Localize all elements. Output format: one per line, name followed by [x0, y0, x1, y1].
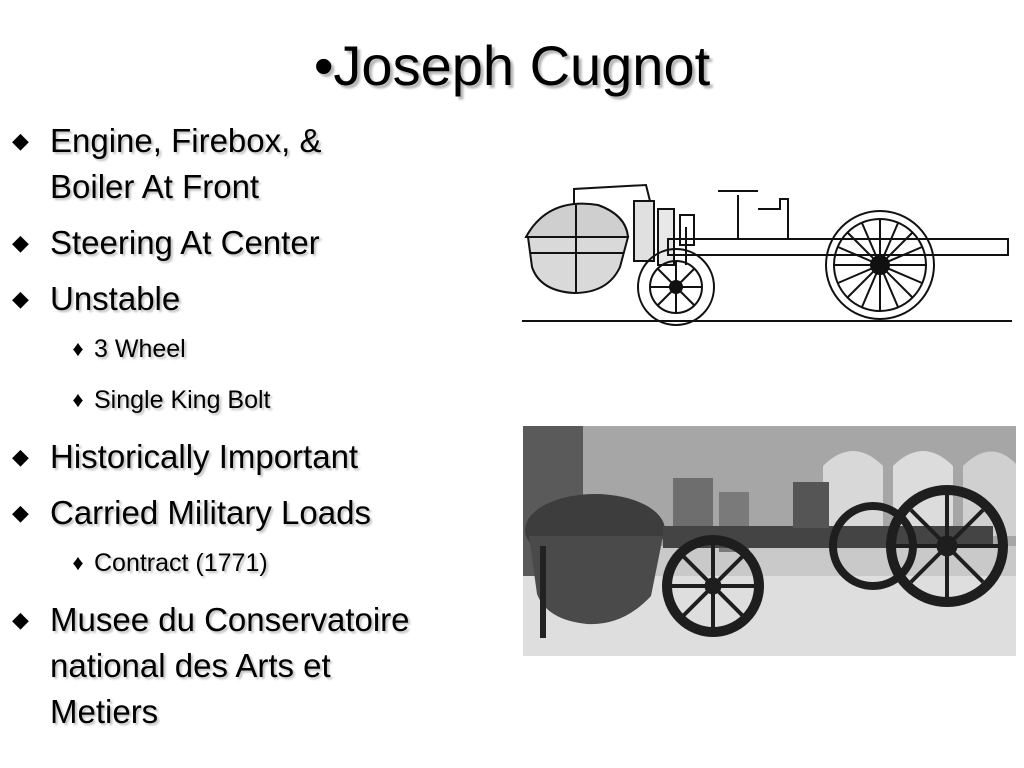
diamond-bullet-icon: ◆ — [12, 500, 29, 525]
diamond-bullet-icon: ◆ — [12, 128, 29, 153]
bullet-item — [12, 118, 512, 210]
sub-bullet-text: 3 Wheel — [94, 335, 186, 363]
diamond-sub-bullet-icon: ♦ — [72, 336, 84, 361]
diamond-sub-bullet-icon: ♦ — [72, 550, 84, 575]
bullet-text: Steering At Center — [50, 224, 320, 261]
bullet-text: Engine, Firebox, & Boiler At Front — [50, 122, 322, 205]
bullet-text: Historically Important — [50, 438, 359, 475]
steam-carriage-photo — [523, 426, 1016, 656]
bullet-item — [12, 434, 512, 480]
sub-bullet-item — [62, 546, 512, 580]
diamond-bullet-icon: ◆ — [12, 607, 29, 632]
sub-bullet-item — [62, 383, 512, 417]
bullet-item — [12, 597, 512, 735]
diamond-bullet-icon: ◆ — [12, 230, 29, 255]
bullet-text: Musee du Conservatoire national des Arts et Metiers — [50, 601, 410, 730]
steam-carriage-drawing-icon — [518, 175, 1014, 327]
bullet-list — [12, 118, 512, 745]
bullet-text: Unstable — [50, 280, 181, 317]
steam-carriage-photo-icon — [523, 426, 1016, 656]
bullet-item — [12, 220, 512, 266]
bullet-text: Carried Military Loads — [50, 494, 371, 531]
sub-bullet-item — [62, 332, 512, 366]
bullet-item — [12, 490, 512, 536]
steam-carriage-drawing — [518, 175, 1014, 327]
sub-bullet-text: Single King Bolt — [94, 386, 271, 414]
diamond-bullet-icon: ◆ — [12, 444, 29, 469]
diamond-bullet-icon: ◆ — [12, 286, 29, 311]
diamond-sub-bullet-icon: ♦ — [72, 387, 84, 412]
bullet-item — [12, 276, 512, 322]
slide-title: •Joseph Cugnot — [313, 34, 711, 97]
sub-bullet-text: Contract (1771) — [94, 549, 268, 577]
